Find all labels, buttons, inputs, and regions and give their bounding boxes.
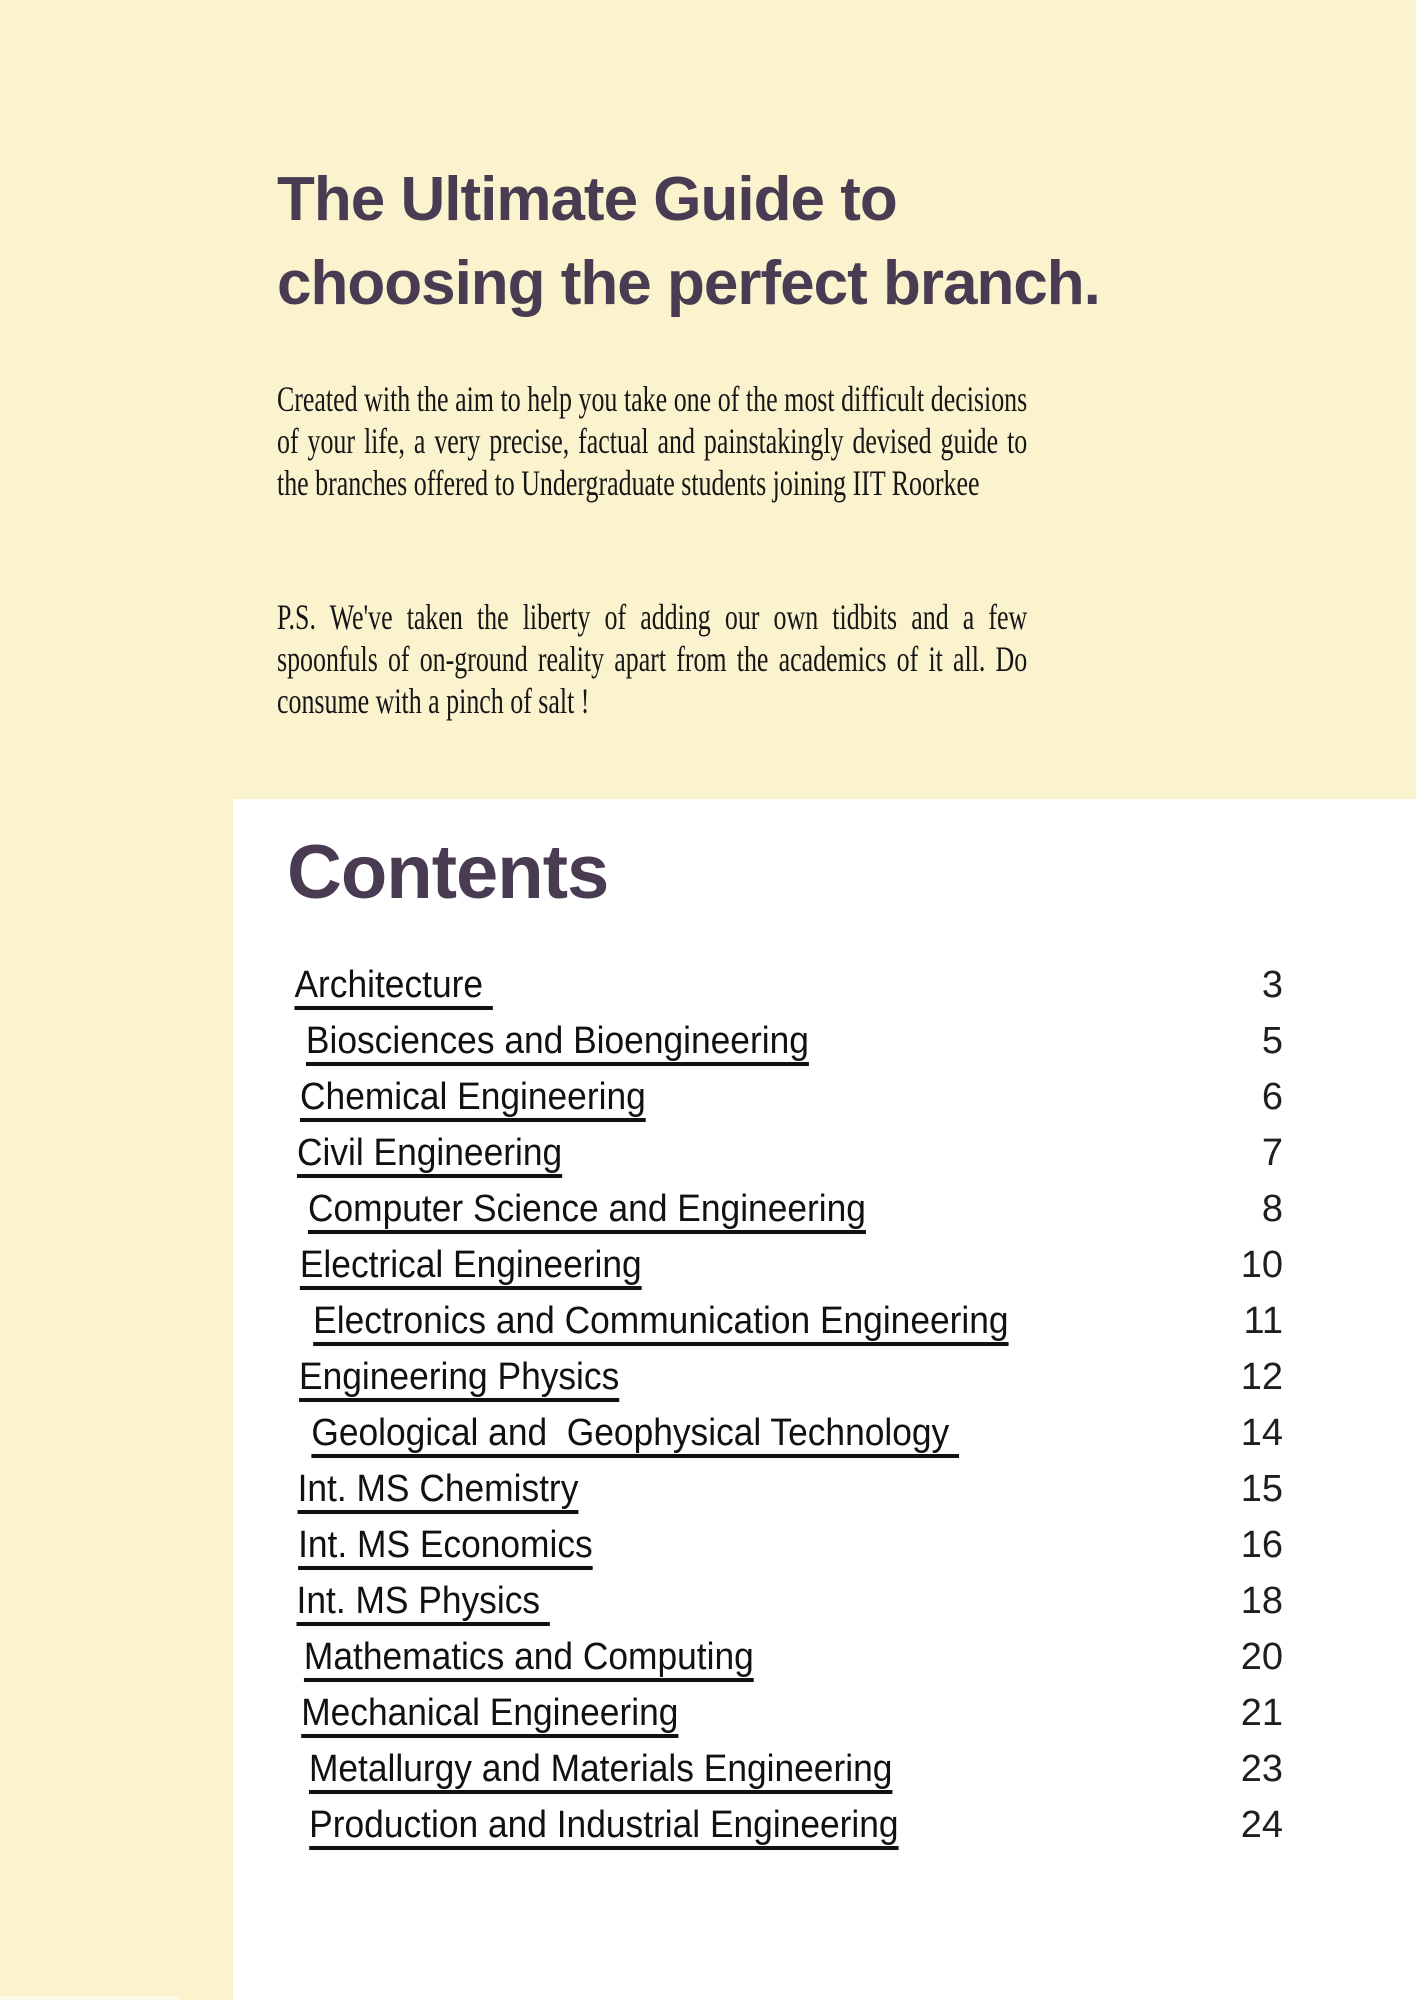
toc-page-number: 8 — [1261, 1188, 1283, 1230]
toc-page-number: 11 — [1243, 1300, 1283, 1342]
toc-page-number: 12 — [1240, 1356, 1283, 1398]
toc-page-number: 15 — [1240, 1468, 1283, 1510]
toc-page-number: 21 — [1240, 1692, 1283, 1734]
toc-link[interactable]: Production and Industrial Engineering — [309, 1804, 899, 1846]
toc-row — [287, 1636, 1283, 1692]
toc-link[interactable]: Int. MS Chemistry — [297, 1468, 579, 1510]
toc-row — [287, 1692, 1283, 1748]
contents-panel — [233, 799, 1416, 2000]
stripe-orange-decoration — [88, 0, 133, 2000]
stripe-bottom-edge-highlight — [0, 1996, 180, 2000]
toc-page-number: 5 — [1261, 1020, 1283, 1062]
toc-link[interactable]: Biosciences and Bioengineering — [305, 1020, 809, 1062]
toc-row — [287, 1412, 1283, 1468]
toc-row — [287, 1020, 1283, 1076]
toc-link[interactable]: Int. MS Physics — [296, 1580, 550, 1622]
toc-link[interactable]: Geological and Geophysical Technology — [311, 1412, 960, 1454]
toc-row — [287, 1244, 1283, 1300]
intro-paragraph: Created with the aim to help you take one of the most difficult decisions of your life, a very precise, factual and painstakingly devised guide to the branches offered to Undergraduate students joining IIT Roorkee — [277, 379, 1028, 503]
toc-link[interactable]: Electrical Engineering — [299, 1244, 642, 1286]
toc-link[interactable]: Mechanical Engineering — [301, 1692, 679, 1734]
table-of-contents — [287, 964, 1283, 1860]
toc-link[interactable]: Computer Science and Engineering — [307, 1188, 866, 1230]
toc-row — [287, 1300, 1283, 1356]
toc-page-number: 16 — [1240, 1524, 1283, 1566]
toc-row — [287, 964, 1283, 1020]
toc-row — [287, 1524, 1283, 1580]
toc-page-number: 20 — [1240, 1636, 1283, 1678]
toc-page-number: 7 — [1261, 1132, 1283, 1174]
toc-page-number: 18 — [1240, 1580, 1283, 1622]
toc-link[interactable]: Architecture — [294, 964, 493, 1006]
toc-page-number: 23 — [1240, 1748, 1283, 1790]
page-title-line2: choosing the perfect branch. — [277, 248, 1100, 318]
toc-link[interactable]: Metallurgy and Materials Engineering — [308, 1748, 893, 1790]
ps-paragraph: P.S. We've taken the liberty of adding our own tidbits and a few spoonfuls of on-ground reality apart from the academics of it all. Do consume with a pinch of salt ! — [277, 597, 1028, 721]
toc-row — [287, 1356, 1283, 1412]
toc-row — [287, 1188, 1283, 1244]
stripe-slate-decoration — [42, 0, 88, 2000]
toc-link[interactable]: Int. MS Economics — [298, 1524, 593, 1566]
toc-row — [287, 1076, 1283, 1132]
toc-row — [287, 1580, 1283, 1636]
stripe-sage-decoration — [133, 0, 179, 2000]
stripe-teal-decoration — [0, 0, 42, 2000]
toc-link[interactable]: Mathematics and Computing — [303, 1636, 754, 1678]
toc-row — [287, 1468, 1283, 1524]
toc-page-number: 10 — [1240, 1244, 1283, 1286]
toc-link[interactable]: Civil Engineering — [296, 1132, 563, 1174]
toc-row — [287, 1804, 1283, 1860]
toc-link[interactable]: Electronics and Communication Engineering — [313, 1300, 1009, 1342]
toc-row — [287, 1132, 1283, 1188]
toc-page-number: 24 — [1240, 1804, 1283, 1846]
toc-page-number: 6 — [1261, 1076, 1283, 1118]
toc-page-number: 3 — [1261, 964, 1283, 1006]
toc-link[interactable]: Chemical Engineering — [300, 1076, 646, 1118]
page-title — [277, 158, 1387, 326]
contents-heading: Contents — [287, 830, 609, 915]
toc-page-number: 14 — [1240, 1412, 1283, 1454]
toc-row — [287, 1748, 1283, 1804]
toc-link[interactable]: Engineering Physics — [299, 1356, 620, 1398]
page-title-line1: The Ultimate Guide to — [277, 164, 897, 234]
